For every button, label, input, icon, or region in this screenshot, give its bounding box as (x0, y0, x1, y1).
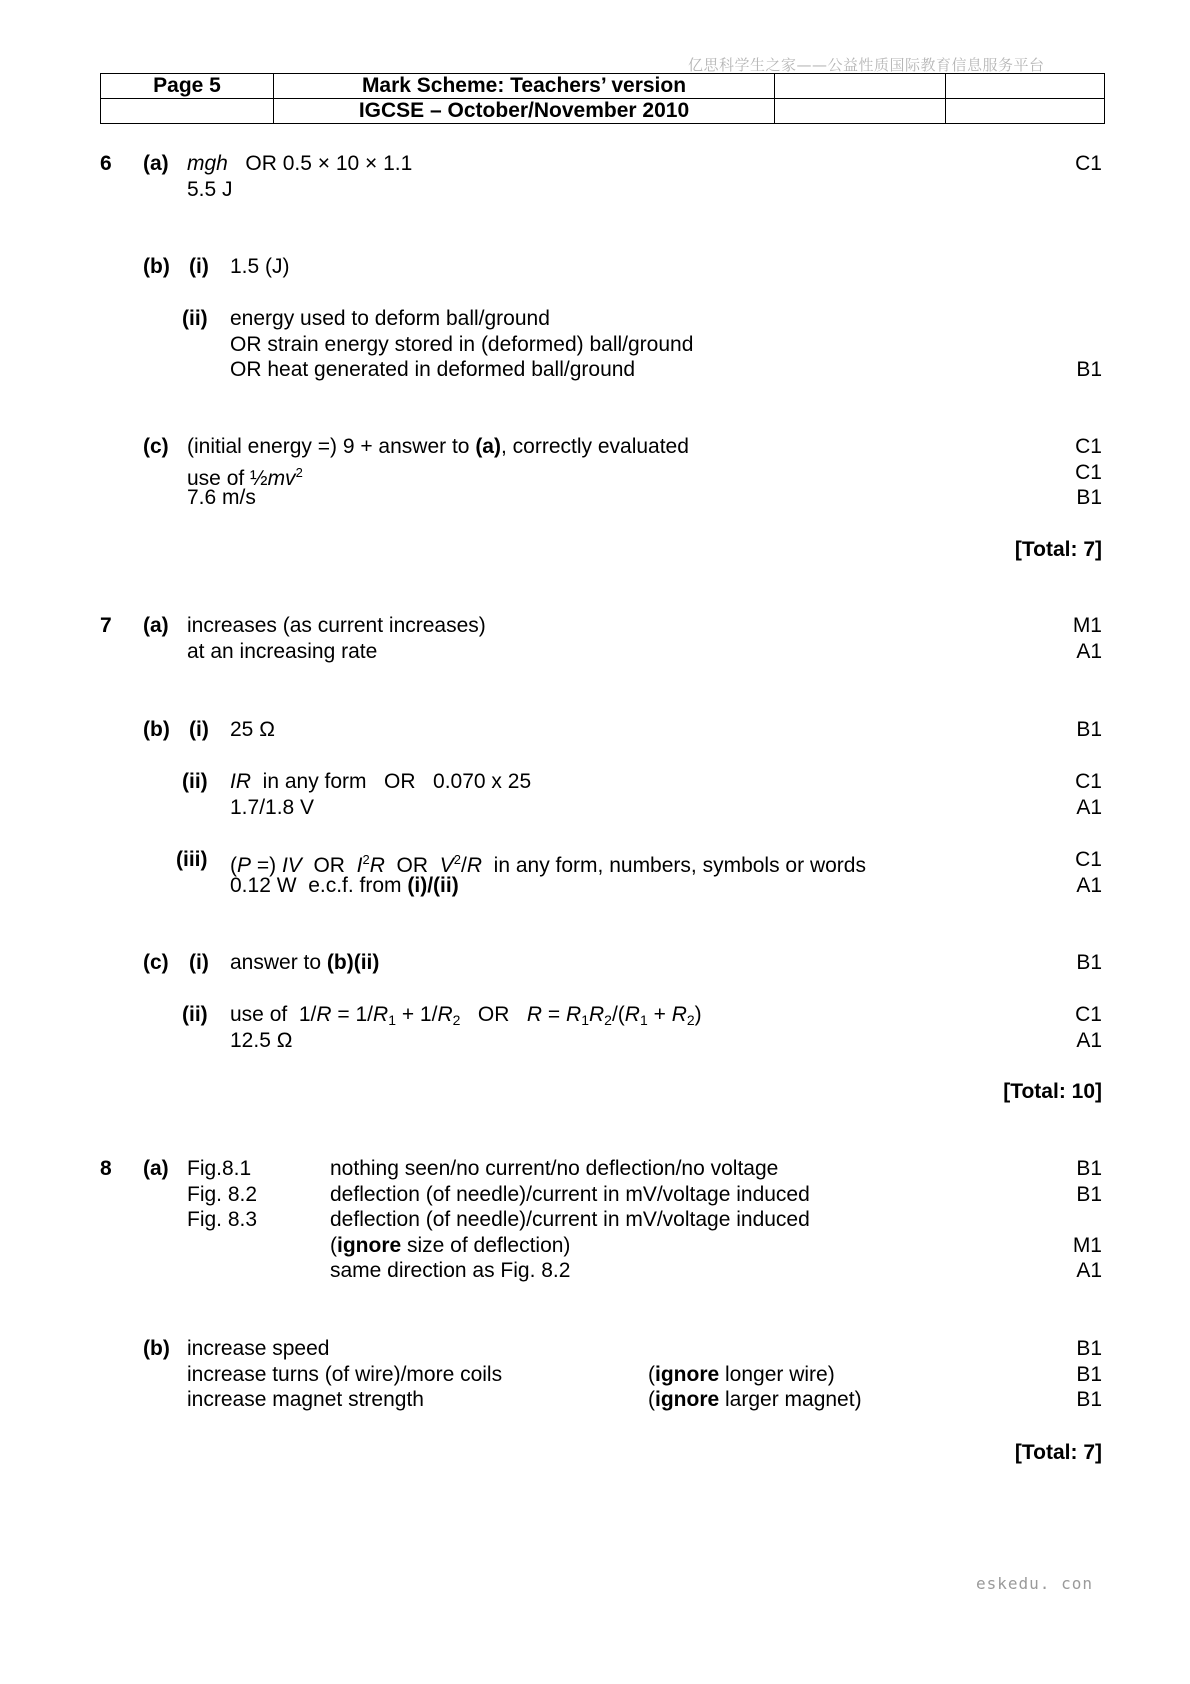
figure-ref: Fig. 8.2 (187, 1183, 258, 1206)
answer-text: ( (330, 1234, 337, 1257)
answer-text: answer to (230, 951, 327, 974)
ignore-note: (ignore longer wire) (648, 1363, 835, 1386)
subscript: 2 (604, 1012, 612, 1028)
part-label: (b) (143, 255, 170, 278)
answer-text: larger magnet) (719, 1388, 862, 1411)
answer-line: 1.5 (J) (230, 255, 290, 278)
subscript: 2 (686, 1012, 695, 1028)
answer-line: (P =) IV OR $I^2R$ OR $V^2/R$ in any form, numbers, symbols or words (230, 852, 866, 877)
watermark-text: 亿思科学生之家——公益性质国际教育信息服务平台 (688, 56, 1045, 74)
header-empty-cell (101, 99, 274, 124)
subscript: 1 (639, 1012, 648, 1028)
mark-code: B1 (1076, 718, 1102, 741)
answer-line (230, 950, 379, 976)
mark-code: C1 (1075, 152, 1102, 175)
mark-code: M1 (1072, 614, 1102, 637)
answer-text: 0.12 W e.c.f. from (230, 874, 408, 897)
answer-text: in any form, numbers, symbols or words (482, 854, 866, 877)
subpart-label: (iii) (176, 848, 208, 871)
mark-code: A1 (1076, 1029, 1102, 1052)
mark-code: C1 (1075, 435, 1102, 458)
mark-code: C1 (1075, 770, 1102, 793)
figure-ref: Fig. 8.3 (187, 1208, 258, 1231)
mark-code: C1 (1075, 461, 1102, 484)
formula-mgh: mgh (187, 152, 228, 175)
mark-code: B1 (1076, 358, 1102, 381)
answer-line: 5.5 J (187, 178, 233, 201)
ignore-keyword: ignore (655, 1388, 720, 1411)
subscript: 2 (452, 1012, 461, 1028)
subscript: 1 (388, 1012, 396, 1028)
symbol-r: R (369, 854, 385, 877)
symbol-p: P (237, 854, 252, 877)
answer-line (187, 151, 412, 177)
question-number: 6 (100, 152, 112, 175)
question-number: 7 (100, 614, 112, 637)
part-label: (b) (143, 1337, 170, 1360)
answer-line: 7.6 m/s (187, 486, 256, 509)
mark-code: M1 (1072, 1234, 1102, 1257)
mark-code: A1 (1076, 1259, 1102, 1282)
answer-text: (initial energy =) 9 + answer to (187, 435, 476, 458)
symbol-r: R (466, 854, 482, 877)
symbol-v: V (439, 854, 454, 877)
subscript: 1 (581, 1012, 589, 1028)
part-label: (a) (143, 614, 169, 637)
superscript: 2 (362, 852, 370, 867)
answer-line: nothing seen/no current/no deflection/no voltage (330, 1157, 779, 1180)
answer-text: OR (384, 854, 440, 877)
answer-ref: (a) (475, 435, 501, 458)
answer-ref: (b)(ii) (326, 951, 380, 974)
answer-text: in any form OR 0.070 x 25 (251, 770, 532, 793)
part-label: (a) (143, 1157, 169, 1180)
answer-text: size of deflection) (401, 1234, 571, 1257)
question-total: [Total: 7] (1014, 1441, 1102, 1464)
mark-code: A1 (1076, 874, 1102, 897)
answer-text: , correctly evaluated (500, 435, 689, 458)
subpart-label: (i) (189, 951, 209, 974)
answer-text: longer wire) (719, 1363, 835, 1386)
answer-text: OR (460, 1003, 527, 1026)
mark-code: B1 (1076, 1363, 1102, 1386)
question-total: [Total: 10] (1003, 1080, 1102, 1103)
answer-line: 25 Ω (230, 718, 275, 741)
mark-code: C1 (1075, 1003, 1102, 1026)
superscript: 2 (295, 465, 303, 480)
subpart-label: (ii) (182, 770, 208, 793)
answer-text: =) (251, 854, 282, 877)
subpart-label: (i) (189, 255, 209, 278)
answer-line (230, 873, 459, 899)
answer-text: / (460, 854, 467, 877)
question-total: [Total: 7] (1014, 538, 1102, 561)
header-subtitle: IGCSE – October/November 2010 (274, 99, 775, 124)
subpart-label: (ii) (182, 307, 208, 330)
part-label: (c) (143, 951, 169, 974)
answer-line: increase magnet strength (187, 1388, 424, 1411)
mark-code: C1 (1075, 848, 1102, 871)
answer-line: use of $1/R = 1/R_1 + 1/R_2$ OR $R = R_1R_2/(R_1 + R_2)$ (230, 1003, 702, 1028)
symbol-i: I (356, 854, 363, 877)
question-number: 8 (100, 1157, 112, 1180)
answer-line: energy used to deform ball/ground (230, 307, 550, 330)
header-empty-cell (946, 99, 1105, 124)
ignore-keyword: ignore (337, 1234, 402, 1257)
answer-line (330, 1233, 570, 1259)
footer-site-text: eskedu. con (976, 1574, 1093, 1593)
mark-code: B1 (1076, 1157, 1102, 1180)
answer-line: 1.7/1.8 V (230, 796, 315, 819)
mark-code: B1 (1076, 486, 1102, 509)
answer-line: increase speed (187, 1337, 330, 1360)
formula-mv: mv (267, 467, 296, 490)
mark-code: B1 (1076, 951, 1102, 974)
header-empty-cell (946, 74, 1105, 99)
answer-text: use of 1/ (230, 1003, 317, 1026)
answer-line: at an increasing rate (187, 640, 378, 663)
part-label: (a) (143, 152, 169, 175)
superscript: 2 (453, 852, 461, 867)
answer-line: increase turns (of wire)/more coils (187, 1363, 503, 1386)
part-label: (b) (143, 718, 170, 741)
part-label: (c) (143, 435, 169, 458)
header-empty-cell (775, 99, 946, 124)
subpart-label: (i) (189, 718, 209, 741)
answer-line: OR heat generated in deformed ball/ground (230, 358, 636, 381)
header-empty-cell (775, 74, 946, 99)
answer-text: OR (301, 854, 357, 877)
mark-code: B1 (1076, 1337, 1102, 1360)
answer-line: deflection (of needle)/current in mV/voltage induced (330, 1208, 810, 1231)
mark-code: A1 (1076, 640, 1102, 663)
ignore-keyword: ignore (655, 1363, 720, 1386)
answer-line: same direction as Fig. 8.2 (330, 1259, 571, 1282)
answer-ref: (i)/(ii) (407, 874, 459, 897)
answer-line: 12.5 Ω (230, 1029, 293, 1052)
header-table (100, 73, 1105, 124)
page-number: Page 5 (101, 74, 274, 99)
answer-line (230, 769, 531, 795)
ignore-note: (ignore larger magnet) (648, 1388, 862, 1411)
answer-text: OR 0.5 × 10 × 1.1 (245, 152, 413, 175)
answer-line (187, 434, 689, 460)
subpart-label: (ii) (182, 1003, 208, 1026)
mark-code: A1 (1076, 796, 1102, 819)
formula-ir: IR (230, 770, 251, 793)
figure-ref: Fig.8.1 (187, 1157, 252, 1180)
mark-code: B1 (1076, 1183, 1102, 1206)
mark-code: B1 (1076, 1388, 1102, 1411)
answer-line: OR strain energy stored in (deformed) ball/ground (230, 333, 694, 356)
answer-line: increases (as current increases) (187, 614, 486, 637)
header-title: Mark Scheme: Teachers’ version (274, 74, 775, 99)
answer-text: use of ½ (187, 467, 268, 490)
formula-iv: IV (281, 854, 302, 877)
answer-line: deflection (of needle)/current in mV/voltage induced (330, 1183, 810, 1206)
